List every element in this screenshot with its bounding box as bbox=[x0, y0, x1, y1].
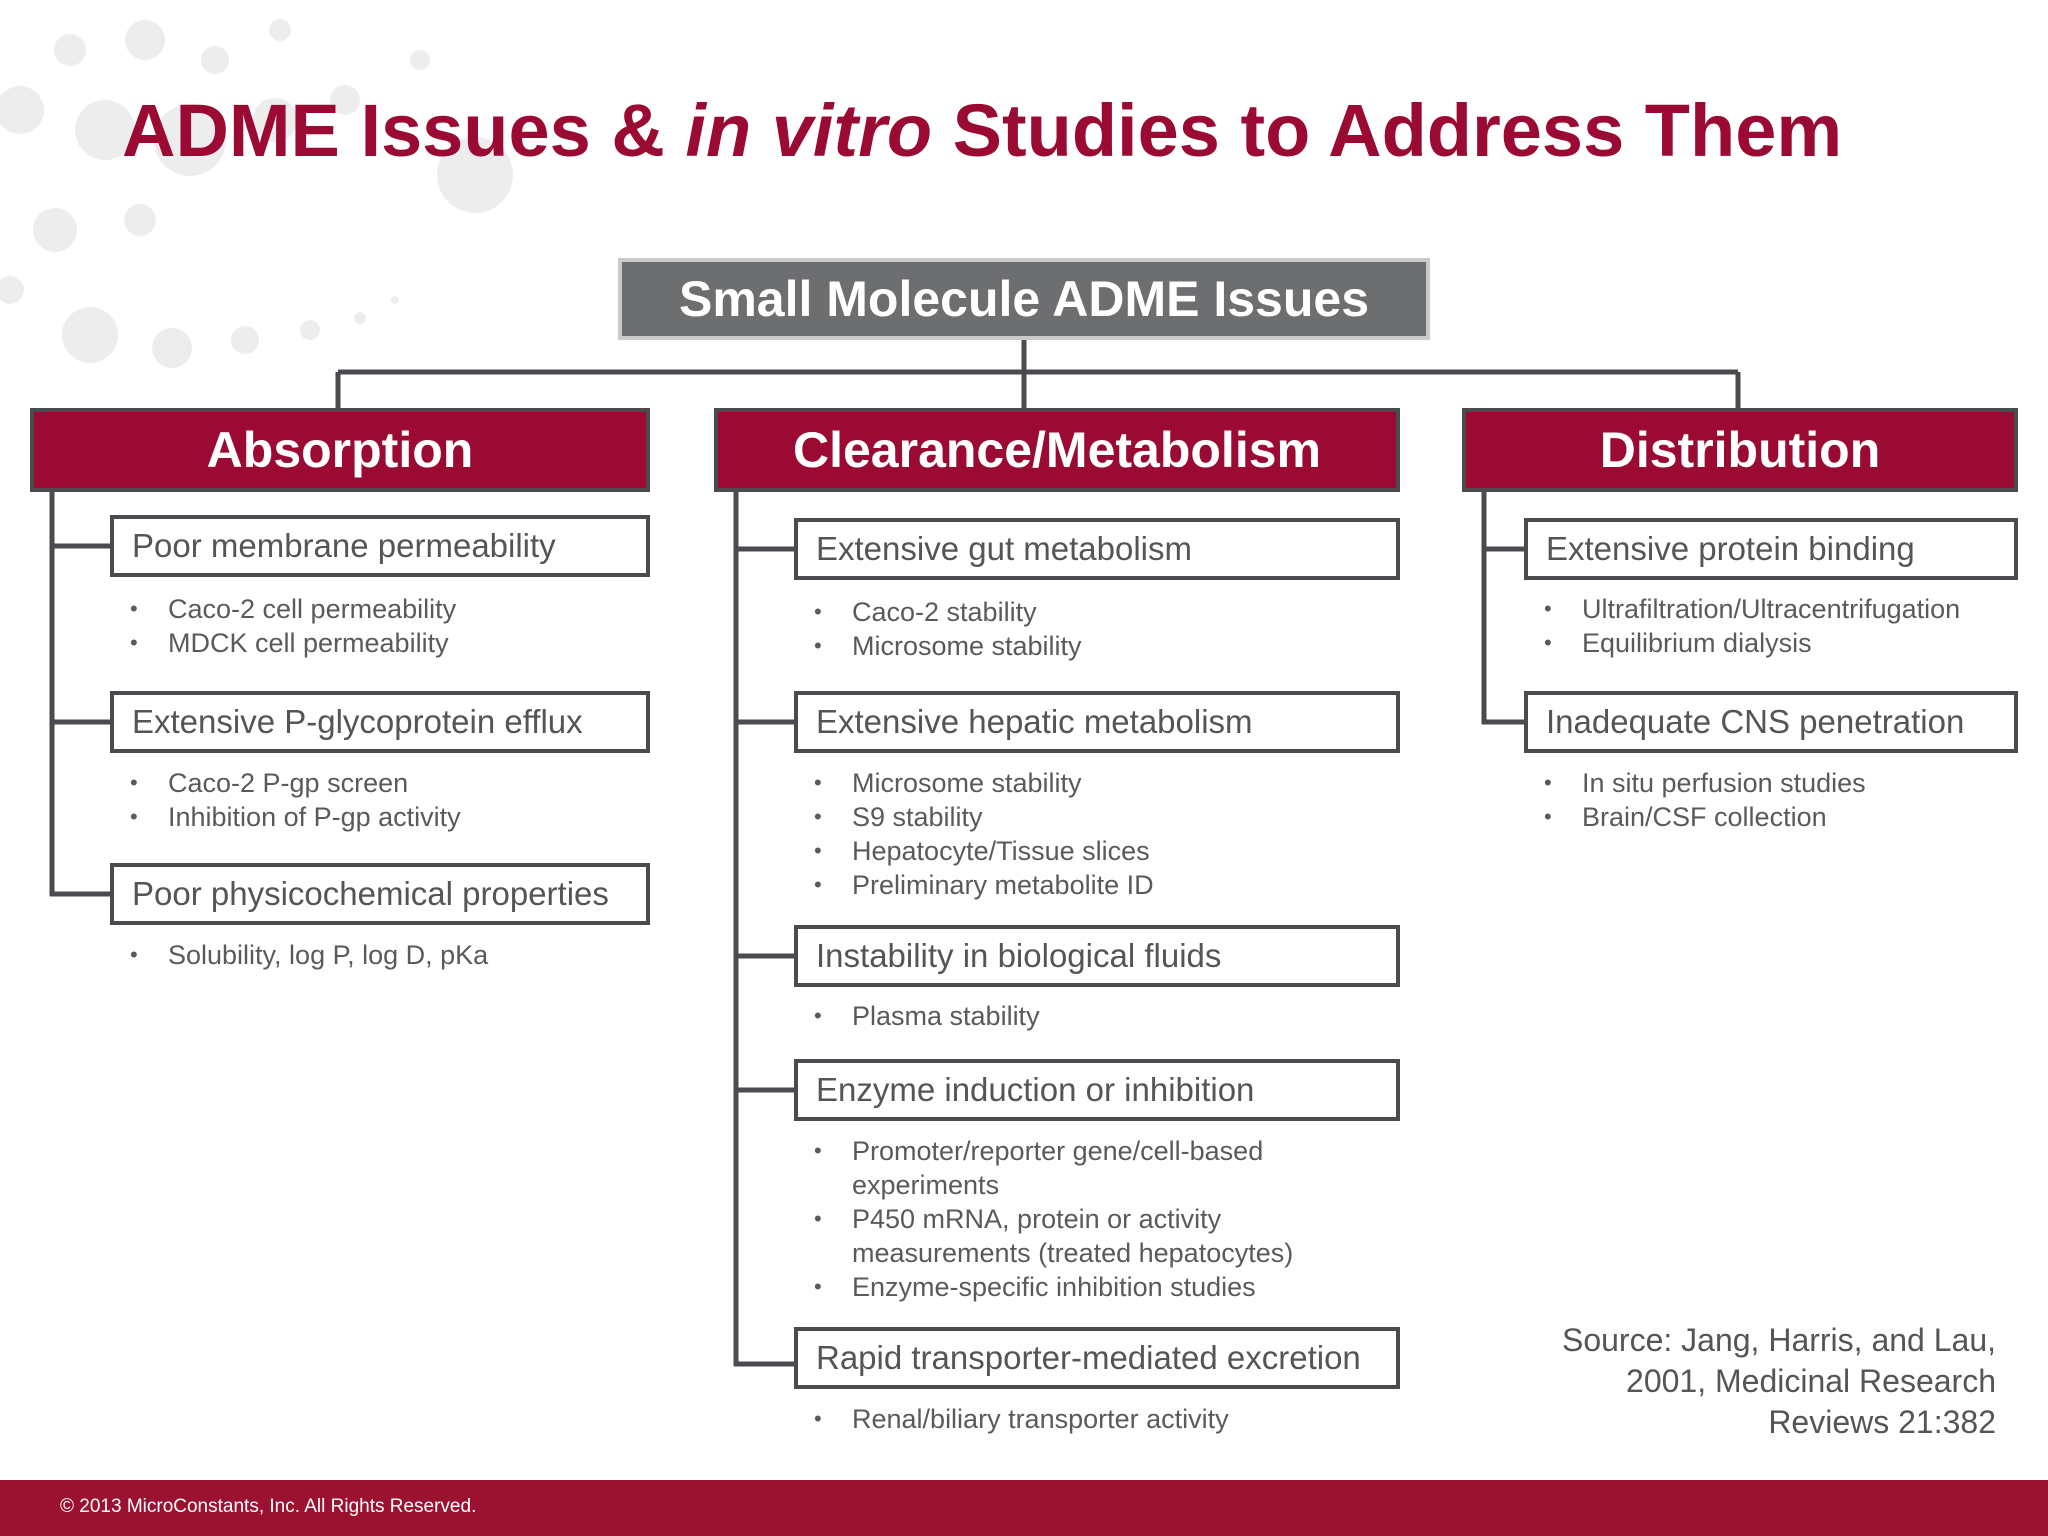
study-list bbox=[1544, 766, 2018, 834]
study-item: • Inhibition of P-gp activity bbox=[130, 800, 650, 834]
issue-box bbox=[794, 1327, 1400, 1389]
issue-label: Instability in biological fluids bbox=[816, 937, 1222, 974]
source-line: Source: Jang, Harris, and Lau, bbox=[1561, 1322, 1996, 1358]
study-list bbox=[814, 766, 1394, 902]
category-label: Absorption bbox=[206, 422, 474, 478]
source-citation bbox=[1436, 1320, 1996, 1443]
issue-label: Poor physicochemical properties bbox=[132, 875, 609, 912]
footer-bar bbox=[0, 1480, 2048, 1536]
study-list bbox=[814, 999, 1394, 1033]
study-item: • Brain/CSF collection bbox=[1544, 800, 2018, 834]
study-list bbox=[1544, 592, 2018, 660]
study-list bbox=[130, 592, 650, 660]
study-list bbox=[814, 1402, 1394, 1436]
study-item: • MDCK cell permeability bbox=[130, 626, 650, 660]
category-distribution bbox=[1462, 408, 2018, 492]
issue-label: Extensive P-glycoprotein efflux bbox=[132, 703, 583, 740]
issue-box bbox=[1524, 691, 2018, 753]
study-item: • Caco-2 P-gp screen bbox=[130, 766, 650, 800]
study-item: • Preliminary metabolite ID bbox=[814, 868, 1394, 902]
issue-label: Rapid transporter-mediated excretion bbox=[816, 1339, 1361, 1376]
study-list bbox=[814, 1134, 1374, 1304]
issue-box bbox=[794, 691, 1400, 753]
issue-box bbox=[794, 925, 1400, 987]
issue-box bbox=[110, 691, 650, 753]
study-item: • Microsome stability bbox=[814, 629, 1394, 663]
issue-label: Extensive gut metabolism bbox=[816, 530, 1193, 567]
root-node bbox=[618, 258, 1430, 340]
study-item: • Ultrafiltration/Ultracentrifugation bbox=[1544, 592, 2018, 626]
study-item: • Hepatocyte/Tissue slices bbox=[814, 834, 1394, 868]
category-label: Clearance/Metabolism bbox=[793, 422, 1321, 478]
study-item: • In situ perfusion studies bbox=[1544, 766, 2018, 800]
study-item: • Renal/biliary transporter activity bbox=[814, 1402, 1394, 1436]
study-list bbox=[130, 938, 650, 972]
root-node-label: Small Molecule ADME Issues bbox=[678, 271, 1370, 327]
category-absorption bbox=[30, 408, 650, 492]
issue-box bbox=[110, 515, 650, 577]
source-line: Reviews 21:382 bbox=[1768, 1404, 1996, 1440]
issue-box bbox=[794, 1059, 1400, 1121]
study-item: • Plasma stability bbox=[814, 999, 1394, 1033]
issue-label: Poor membrane permeability bbox=[132, 527, 556, 564]
category-label: Distribution bbox=[1599, 422, 1881, 478]
issue-label: Extensive protein binding bbox=[1546, 530, 1915, 567]
source-line: 2001, Medicinal Research bbox=[1626, 1363, 1996, 1399]
study-item: • Enzyme-specific inhibition studies bbox=[814, 1270, 1374, 1304]
issue-label: Enzyme induction or inhibition bbox=[816, 1071, 1255, 1108]
study-item: • Solubility, log P, log D, pKa bbox=[130, 938, 650, 972]
footer-copyright: © 2013 MicroConstants, Inc. All Rights Reserved. bbox=[60, 1496, 477, 1517]
issue-box bbox=[1524, 518, 2018, 580]
issue-label: Extensive hepatic metabolism bbox=[816, 703, 1253, 740]
study-item: • Caco-2 stability bbox=[814, 595, 1394, 629]
study-list bbox=[814, 595, 1394, 663]
study-item: • Promoter/reporter gene/cell-based experiments bbox=[814, 1134, 1332, 1202]
issue-box bbox=[110, 863, 650, 925]
study-item: • Caco-2 cell permeability bbox=[130, 592, 650, 626]
title-italic: in vitro bbox=[685, 89, 933, 172]
title-part-2: Studies to Address Them bbox=[932, 89, 1843, 172]
study-item: • Microsome stability bbox=[814, 766, 1394, 800]
study-item: • P450 mRNA, protein or activity measurements (treated hepatocytes) bbox=[814, 1202, 1352, 1270]
title-part-1: ADME Issues & bbox=[122, 89, 686, 172]
study-item: • Equilibrium dialysis bbox=[1544, 626, 2018, 660]
study-list bbox=[130, 766, 650, 834]
issue-box bbox=[794, 518, 1400, 580]
study-item: • S9 stability bbox=[814, 800, 1394, 834]
category-clearance-metabolism bbox=[714, 408, 1400, 492]
issue-label: Inadequate CNS penetration bbox=[1546, 703, 1965, 740]
